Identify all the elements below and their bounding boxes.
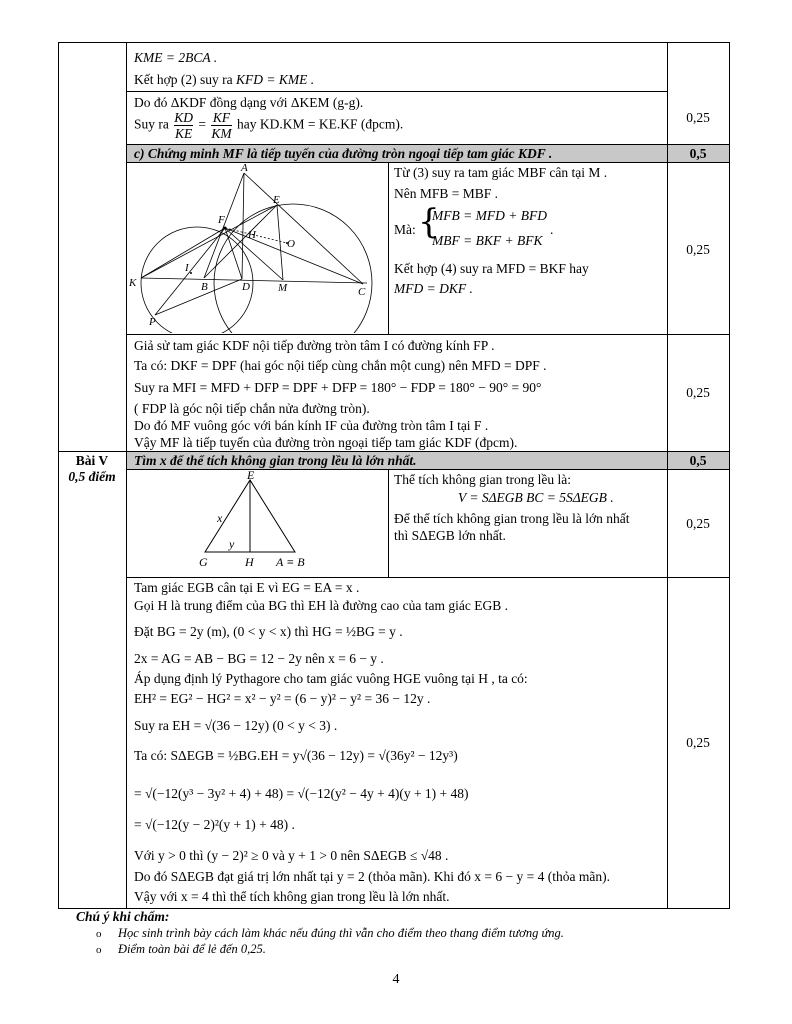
sol-line-7: Suy ra EH = √(36 − 12y) (0 < y < 3) . <box>134 718 338 733</box>
sol-line-8: Ta có: SΔEGB = ½BG.EH = y√(36 − 12y) = √(36y² − 12y³) <box>134 748 458 763</box>
score-bai-v: 0,5 <box>689 453 707 468</box>
sol-line-5: Áp dụng định lý Pythagore cho tam giác vuông HGE vuông tại H , ta có: <box>134 671 528 686</box>
label-m: M <box>278 282 288 294</box>
bai-v-label: Bài V <box>75 453 109 468</box>
sol-line-1: Tam giác EGB cân tại E vì EG = EA = x . <box>134 580 360 595</box>
sol-line-2: Gọi H là trung điểm của BG thì EH là đường cao của tam giác EGB . <box>134 598 508 613</box>
note-2: Điểm toàn bài để lẻ đến 0,25. <box>118 942 266 956</box>
score-part-c: 0,5 <box>689 146 707 161</box>
note-bullet-1: o <box>96 928 102 940</box>
text-similar-triangles: Do đó ΔKDF đồng dạng với ΔKEM (g-g). <box>134 95 364 110</box>
proof-line-5: Do đó MF vuông góc với bán kính IF của đường tròn tâm I tại F . <box>134 418 489 433</box>
fig-text-1: Từ (3) suy ra tam giác MBF cân tại M . <box>394 165 608 180</box>
label-b: B <box>201 281 208 293</box>
score-intro: 0,25 <box>686 110 710 125</box>
sol-line-4: 2x = AG = AB − BG = 12 − 2y nên x = 6 − y . <box>134 651 384 666</box>
label-h: H <box>248 229 256 241</box>
page-number: 4 <box>392 972 400 987</box>
bai-v-points: 0,5 điểm <box>68 469 116 484</box>
label-tent-e: E <box>247 470 255 482</box>
fig-text-4: Kết hợp (4) suy ra MFD = BKF hay <box>394 261 589 276</box>
sol-line-6: EH² = EG² − HG² = x² − y² = (6 − y)² − y² = 36 − 12y . <box>134 691 431 706</box>
sol-line-9: = √(−12(y³ − 3y² + 4) + 48) = √(−12(y² − 4y + 4)(y + 1) + 48) <box>134 786 469 801</box>
fig-text-5: MFD = DKF . <box>394 281 473 296</box>
geometry-figure-circles <box>127 163 387 333</box>
bai-v-header: Tìm x để thể tích không gian trong lều là lớn nhất. <box>134 453 417 468</box>
label-a: A <box>241 163 248 174</box>
proof-line-6: Vậy MF là tiếp tuyến của đường tròn ngoại tiếp tam giác KDF (đpcm). <box>134 435 518 450</box>
proof-line-1: Giả sử tam giác KDF nội tiếp đường tròn tâm I có đường kính FP . <box>134 338 495 353</box>
circle-abc <box>214 204 372 333</box>
score-fig: 0,25 <box>686 242 710 257</box>
label-tent-x: x <box>217 511 223 525</box>
tent-triangle-figure <box>190 470 325 570</box>
label-f: F <box>218 214 225 226</box>
fig-text-3-lead: Mà: <box>394 222 416 237</box>
sol-line-10: = √(−12(y − 2)²(y + 1) + 48) . <box>134 817 295 832</box>
bai5-fig-text-1: Thể tích không gian trong lều là: <box>394 472 571 487</box>
label-tent-h: H <box>245 555 254 569</box>
fig-text-3-end: . <box>550 222 554 237</box>
label-tent-y: y <box>229 537 235 551</box>
label-tent-g: G <box>199 555 208 569</box>
fig-text-2: Nên MFB = MBF . <box>394 186 499 201</box>
notes-title: Chú ý khi chấm: <box>76 909 170 924</box>
label-d: D <box>242 281 250 293</box>
label-p: P <box>149 316 156 328</box>
text-combine-2: Kết hợp (2) suy ra KFD = KME . <box>134 72 315 87</box>
text-ratio: Suy ra $\frac{KD}{KE}$ = $\frac{KF}{KM}$ hay KD.KM = KE.KF (đpcm). <box>134 110 404 141</box>
score-proof: 0,25 <box>686 385 710 400</box>
label-c: C <box>358 286 366 298</box>
note-bullet-2: o <box>96 944 102 956</box>
fig-text-3-row1: MFB = MFD + BFD <box>432 208 547 223</box>
score-bai5-fig: 0,25 <box>686 516 710 531</box>
label-o: O <box>287 238 295 250</box>
part-c-header: c) Chứng minh MF là tiếp tuyến của đường tròn ngoại tiếp tam giác KDF . <box>134 146 553 161</box>
system-brace: { <box>418 202 440 242</box>
label-i: I <box>185 262 189 274</box>
sol-line-3: Đặt BG = 2y (m), (0 < y < x) thì HG = ½BG = y . <box>134 624 403 639</box>
proof-line-2: Ta có: DKF = DPF (hai góc nội tiếp cùng chắn một cung) nên MFD = DPF . <box>134 358 547 373</box>
label-e: E <box>273 194 280 206</box>
label-k: K <box>129 277 137 289</box>
sol-line-12: Do đó SΔEGB đạt giá trị lớn nhất tại y = 2 (thỏa mãn). Khi đó x = 6 − y = 4 (thỏa mãn). <box>134 869 610 884</box>
equation-kme: KME = 2BCA . <box>134 50 218 65</box>
sol-line-11: Với y > 0 thì (y − 2)² ≥ 0 và y + 1 > 0 nên SΔEGB ≤ √48 . <box>134 848 449 863</box>
score-solution: 0,25 <box>686 735 710 750</box>
sol-line-13: Vậy với x = 4 thì thể tích không gian trong lều là lớn nhất. <box>134 889 450 904</box>
bai5-fig-text-3: Để thể tích không gian trong lều là lớn nhất <box>394 511 630 526</box>
proof-line-3: Suy ra MFI = MFD + DFP = DPF + DFP = 180° − FDP = 180° − 90° = 90° <box>134 380 542 395</box>
fig-text-3-row2: MBF = BKF + BFK <box>432 233 543 248</box>
label-tent-ab: A ≡ B <box>276 555 305 569</box>
bai5-fig-text-4: thì SΔEGB lớn nhất. <box>394 528 506 543</box>
note-1: Học sinh trình bày cách làm khác nếu đúng thì vẫn cho điểm theo thang điểm tương ứng. <box>118 926 564 940</box>
proof-line-4: ( FDP là góc nội tiếp chắn nửa đường tròn). <box>134 401 370 416</box>
bai5-fig-text-2: V = SΔEGB BC = 5SΔEGB . <box>458 490 614 505</box>
